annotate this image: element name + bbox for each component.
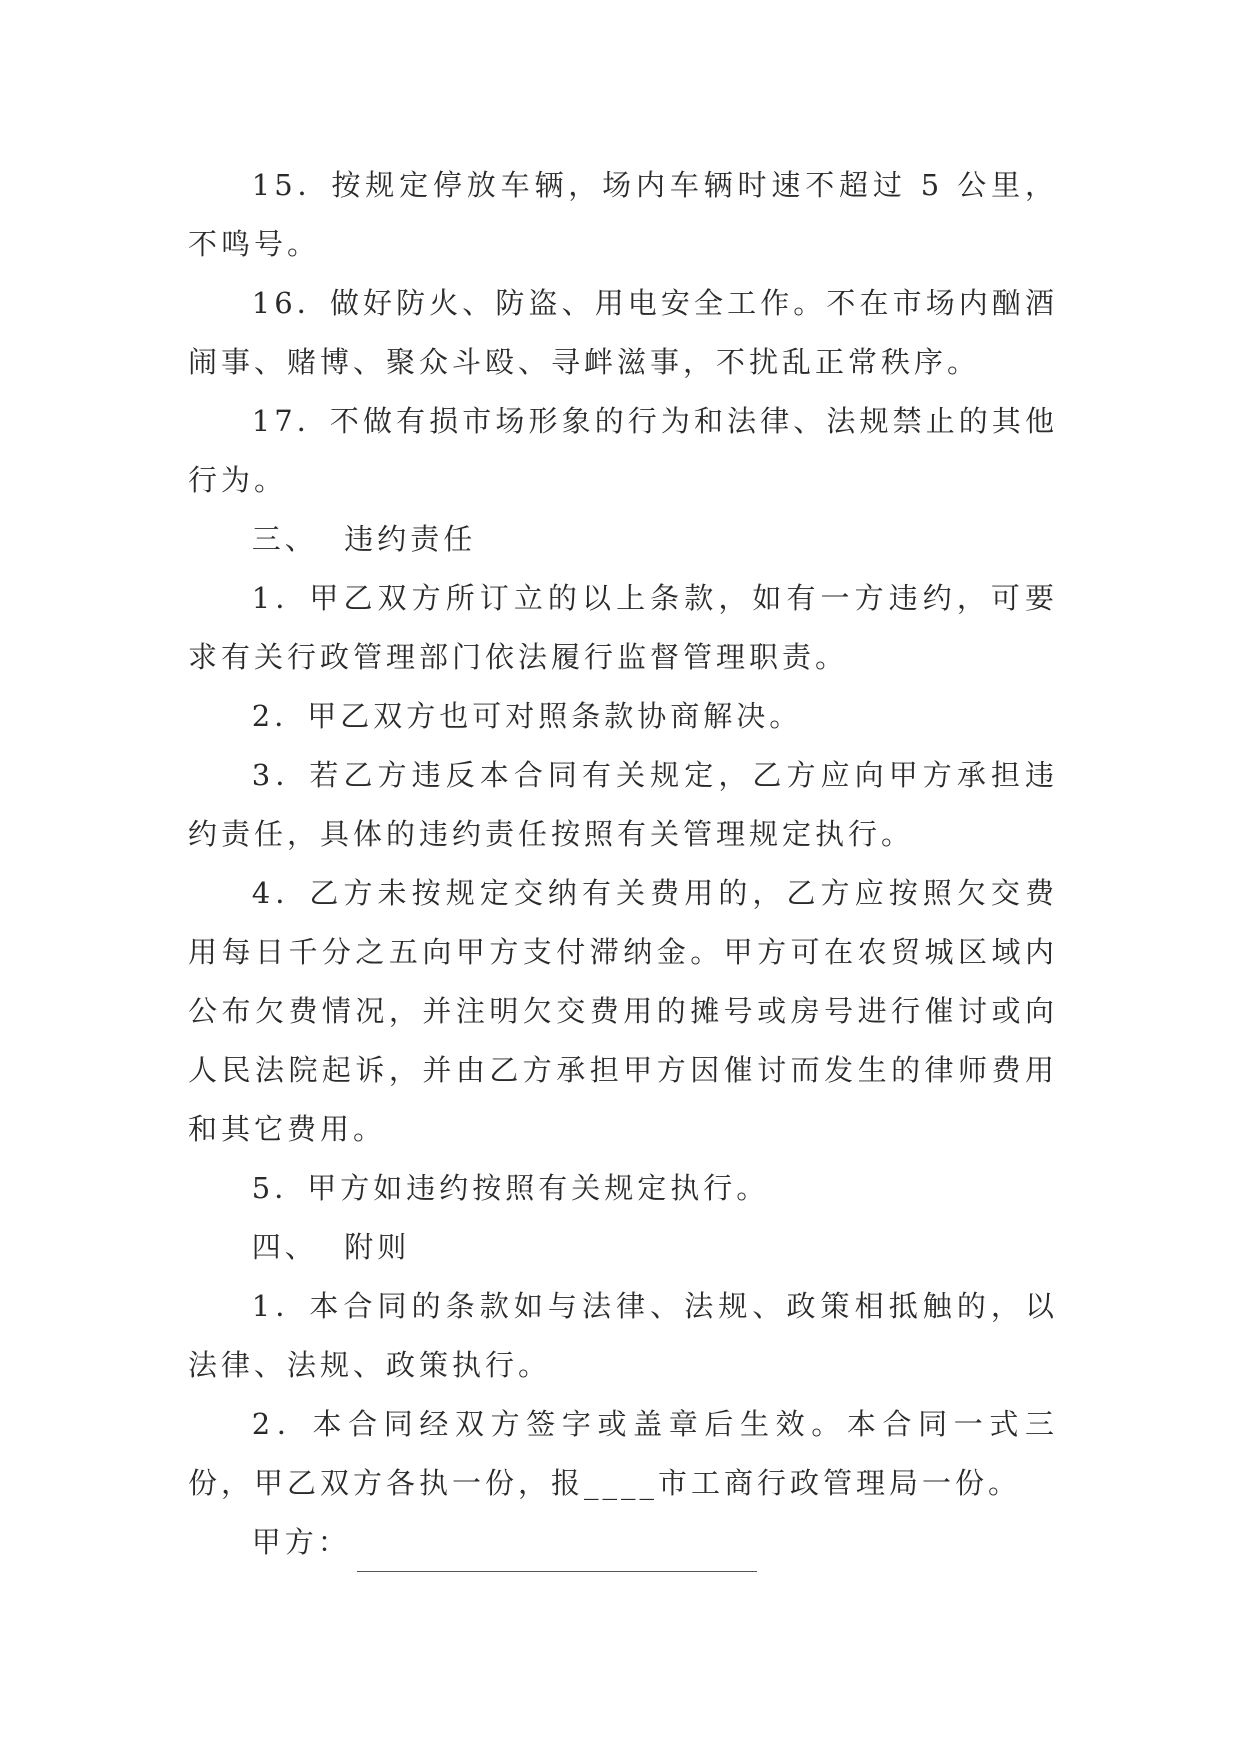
clause-16: 16．做好防火、防盗、用电安全工作。不在市场内酗酒闹事、赌博、聚众斗殴、寻衅滋事，不扰乱正常秩序。: [188, 286, 1058, 379]
clause-17: 17．不做有损市场形象的行为和法律、法规禁止的其他行为。: [188, 404, 1058, 497]
party-a-label: 甲方：: [251, 1525, 351, 1559]
breach-clause-5: 5．甲方如违约按照有关规定执行。: [251, 1171, 770, 1205]
breach-clause-1: 1．甲乙双方所订立的以上条款，如有一方违约，可要求有关行政管理部门依法履行监督管理职责。: [188, 581, 1058, 674]
section-heading-breach-liability: 三、 违约责任: [251, 522, 477, 556]
supplementary-clause-1: 1．本合同的条款如与法律、法规、政策相抵触的，以法律、法规、政策执行。: [188, 1289, 1058, 1382]
supplementary-clause-2: 2．本合同经双方签字或盖章后生效。本合同一式三份，甲乙双方各执一份，报____市工商行政管理局一份。: [188, 1407, 1058, 1500]
breach-clause-4: 4．乙方未按规定交纳有关费用的，乙方应按照欠交费用每日千分之五向甲方支付滞纳金。甲方可在农贸城区域内公布欠费情况，并注明欠交费用的摊号或房号进行催讨或向人民法院起诉，并由乙方承担甲方因催讨而发生的律师费用和其它费用。: [188, 876, 1058, 1146]
breach-clause-2: 2．甲乙双方也可对照条款协商解决。: [251, 699, 803, 733]
document-body: [188, 156, 1058, 1572]
party-a-signature-line: [357, 1541, 757, 1572]
signature-party-a: [188, 1513, 1058, 1572]
section-heading-supplementary: 四、 附则: [251, 1230, 411, 1264]
breach-clause-3: 3．若乙方违反本合同有关规定，乙方应向甲方承担违约责任，具体的违约责任按照有关管理规定执行。: [188, 758, 1058, 851]
clause-15: 15．按规定停放车辆，场内车辆时速不超过 5 公里，不鸣号。: [188, 168, 1058, 261]
